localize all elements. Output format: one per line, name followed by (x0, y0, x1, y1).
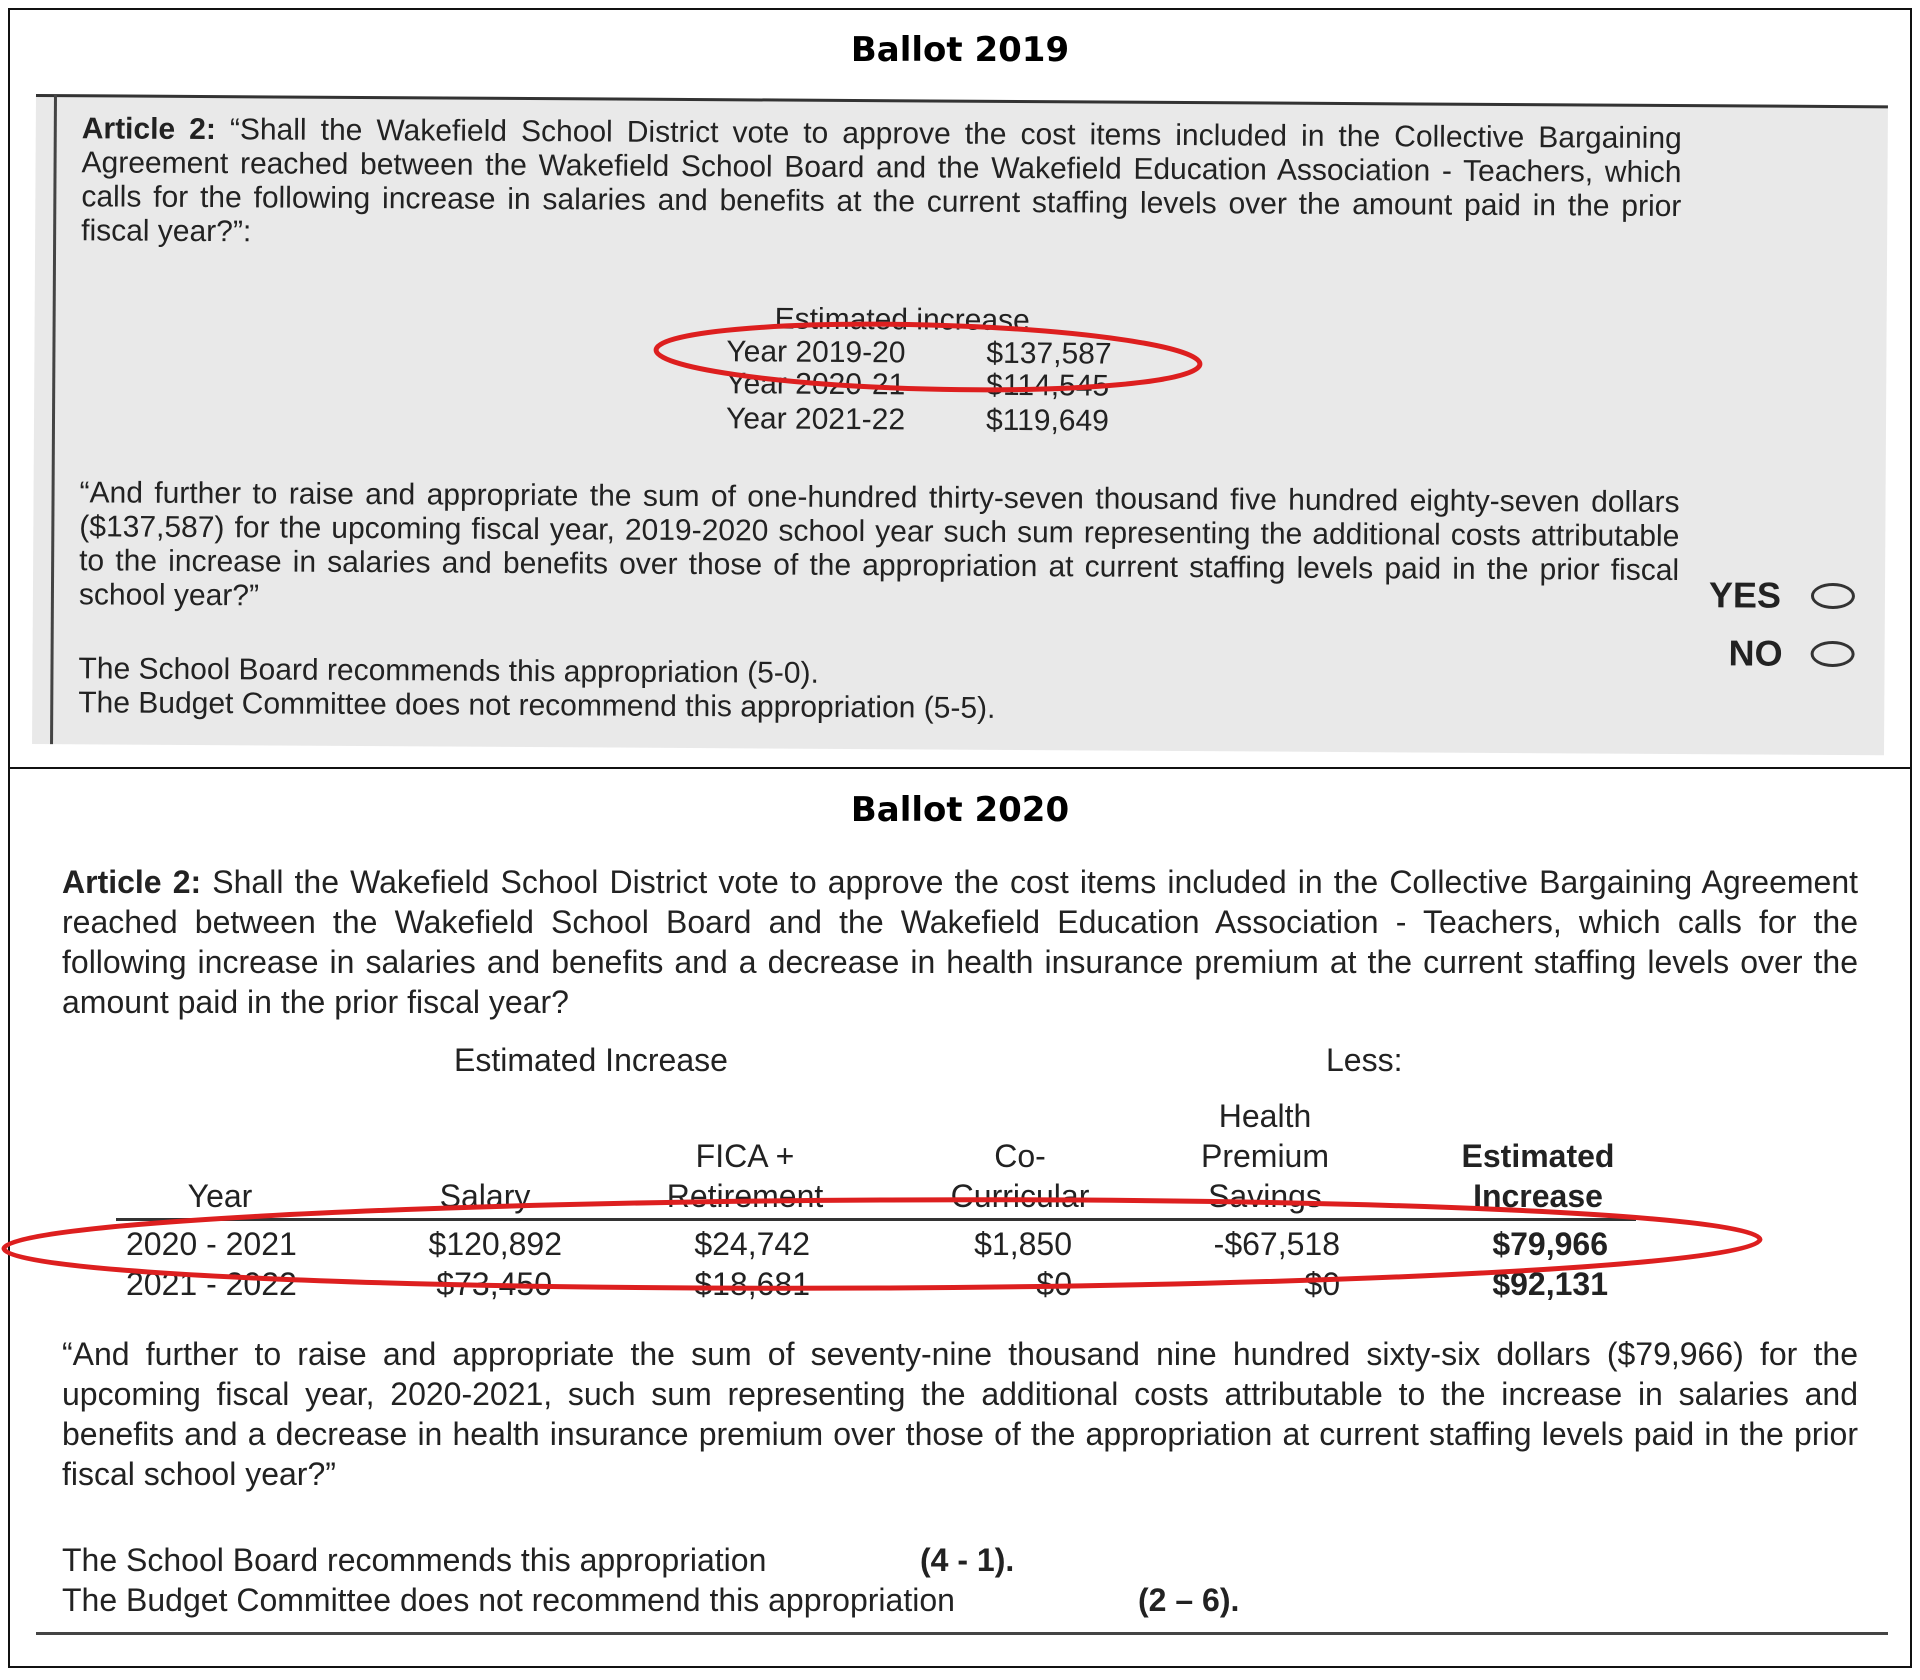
school-board-recommendation (62, 1542, 1015, 1579)
ballot-2019-further-text: “And further to raise and appropriate the sum of one-hundred thirty-seven thousand five hundred eighty-seven dollars ($137,587) for the upcoming fiscal year, 2019-2020 school year such sum representing the additional costs attributable to the increase in salaries and benefits over those of the appropriation at current staffing levels paid in the prior fiscal school year?” (78, 476, 1680, 613)
year-amount: $137,587 (986, 336, 1112, 371)
row1-fica: $24,742 (694, 1226, 810, 1262)
header-co-line2: Curricular (950, 1178, 1090, 1214)
yes-label: YES (1708, 574, 1782, 616)
school-board-count: (4 - 1). (920, 1542, 1015, 1578)
row2-cocurricular: $0 (1036, 1266, 1072, 1302)
year-label: Year 2019-20 (726, 335, 906, 370)
budget-committee-recommendation (62, 1582, 1240, 1619)
header-cocurricular (920, 1136, 1120, 1216)
row1-salary: $120,892 (428, 1226, 562, 1262)
ballot-2020-further-text: “And further to raise and appropriate the sum of seventy-nine thousand nine hundred sixty-six dollars ($79,966) for the upcoming fiscal year, 2020-2021, such sum representing the additional costs attributable to the increase in salaries and benefits and a decrease in health insurance premium over those of the appropriation at current staffing levels paid in the prior fiscal school year?” (62, 1336, 1858, 1492)
header-est-line2: Increase (1473, 1178, 1603, 1214)
row2-health: $0 (1304, 1266, 1340, 1302)
budget-committee-recommendation: The Budget Committee does not recommend this appropriation (5-5). (78, 686, 996, 725)
row2-salary: $73,450 (436, 1266, 552, 1302)
year-amount: $114,545 (986, 368, 1110, 403)
row1-cocurricular: $1,850 (974, 1226, 1072, 1262)
header-health-premium-savings (1170, 1096, 1360, 1216)
less-label: Less: (1326, 1042, 1403, 1078)
no-label: NO (1728, 632, 1783, 674)
article-label: Article 2: (81, 112, 216, 147)
article-body: “Shall the Wakefield School District vote to approve the cost items included in the Collective Bargaining Agreement reached between the Wakefield School Board and the Wakefield Education Association - Teachers, which calls for the following increase in salaries and benefits at the current staffing levels over the amount paid in the prior fiscal year?”: (81, 113, 1682, 249)
year-amount: $119,649 (985, 403, 1110, 438)
school-board-recommendation: The School Board recommends this appropriation (5-0). (78, 652, 819, 690)
row1-estimated: $79,966 (1492, 1226, 1608, 1262)
year-label: Year 2020-21 (726, 367, 906, 402)
yes-oval[interactable] (1811, 583, 1855, 609)
header-fica (640, 1136, 850, 1216)
ballot-2020-title: Ballot 2020 (850, 790, 1070, 830)
article-body: Shall the Wakefield School District vote to approve the cost items included in the Collective Bargaining Agreement reached between the Wakefield School Board and the Wakefield Education Association - Teachers, which calls for the following increase in salaries and benefits and a decrease in health insurance premium at the current staffing levels over the amount paid in the prior fiscal year? (62, 864, 1859, 1020)
row2-estimated: $92,131 (1492, 1266, 1608, 1302)
estimated-increase-label: Estimated Increase (454, 1042, 728, 1078)
estimated-increase-heading: Estimated increase (774, 302, 1030, 338)
header-health-line2: Premium (1200, 1138, 1329, 1174)
header-fica-line2: Retirement (666, 1178, 824, 1214)
header-co-line1: Co- (994, 1138, 1046, 1174)
school-board-text: The School Board recommends this appropriation (62, 1542, 767, 1578)
section-divider (8, 767, 1912, 769)
row1-year: 2020 - 2021 (126, 1226, 297, 1262)
header-est-line1: Estimated (1461, 1138, 1615, 1174)
year-label: Year 2021-22 (725, 402, 906, 437)
row1-health: -$67,518 (1213, 1226, 1340, 1262)
budget-committee-text: The Budget Committee does not recommend this appropriation (62, 1582, 955, 1618)
article-label: Article 2: (62, 864, 202, 900)
row2-fica: $18,681 (694, 1266, 810, 1302)
header-fica-line1: FICA + (695, 1138, 795, 1174)
budget-committee-count: (2 – 6). (1138, 1582, 1240, 1618)
header-year: Year (187, 1178, 253, 1214)
header-health-line3: Savings (1208, 1178, 1322, 1214)
header-health-line1: Health (1218, 1098, 1312, 1134)
row2-year: 2021 - 2022 (126, 1266, 297, 1302)
scan-bottom-rule (36, 1632, 1888, 1635)
scan-left-rule (50, 94, 57, 744)
header-estimated-increase (1430, 1136, 1646, 1216)
ballot-2019-scan (32, 94, 1888, 755)
table-header-rule (116, 1218, 1636, 1221)
header-salary: Salary (439, 1178, 531, 1214)
no-oval[interactable] (1811, 641, 1855, 667)
ballot-2019-article-text (81, 112, 1682, 258)
ballot-2020-article-text (62, 862, 1858, 1022)
ballot-2019-title: Ballot 2019 (850, 30, 1070, 70)
